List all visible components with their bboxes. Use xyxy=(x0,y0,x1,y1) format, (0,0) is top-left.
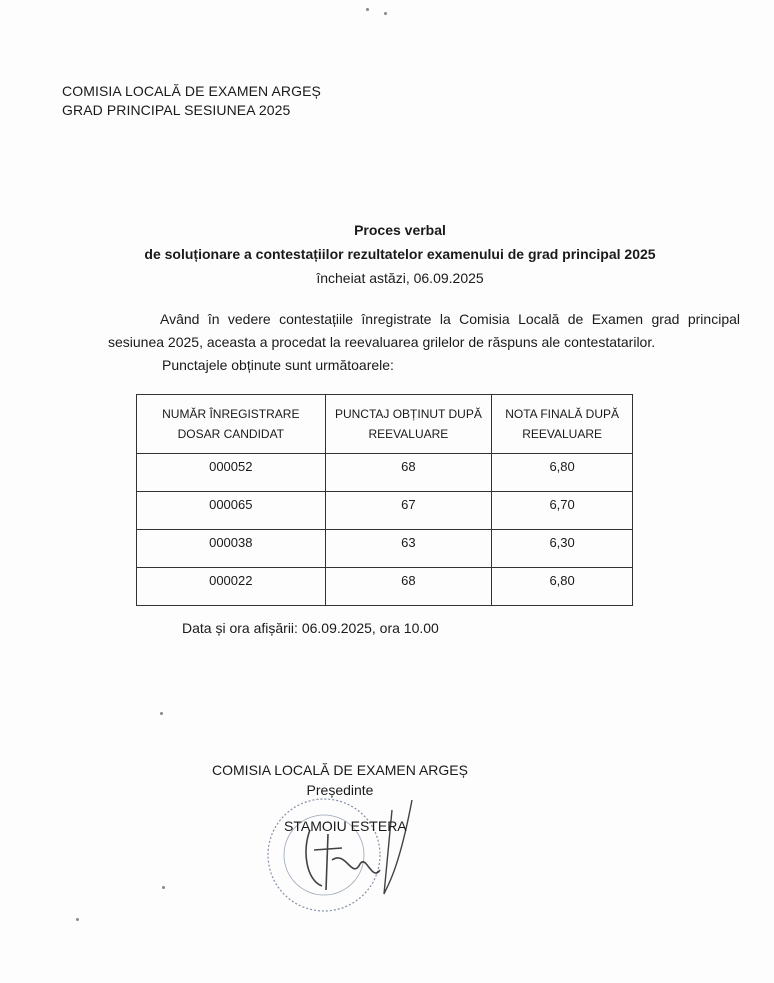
body-paragraph xyxy=(108,308,740,354)
title-line-3: încheiat astăzi, 06.09.2025 xyxy=(316,270,484,286)
cell-registration-number: 000065 xyxy=(137,492,326,530)
header-session: GRAD PRINCIPAL SESIUNEA 2025 xyxy=(62,102,291,118)
cell-score: 68 xyxy=(325,454,492,492)
table-header-row xyxy=(137,395,633,454)
scan-speck xyxy=(366,8,369,11)
signature-role: Președinte xyxy=(306,782,374,798)
signature-name: STAMOIU ESTERA xyxy=(284,818,407,834)
body-paragraph-text: Având în vedere contestațiile înregistrate la Comisia Locală de Examen grad principal sesiunea 2025, aceasta a procedat la reevaluarea grilelor de răspuns ale contestatarilor. xyxy=(108,311,740,350)
title-line-2: de soluționare a contestațiilor rezultatelor examenului de grad principal 2025 xyxy=(144,246,656,262)
cell-final-grade: 6,70 xyxy=(492,492,633,530)
posting-date: Data și ora afișării: 06.09.2025, ora 10.00 xyxy=(182,620,439,636)
title-line-1: Proces verbal xyxy=(354,222,446,238)
header-institution: COMISIA LOCALĂ DE EXAMEN ARGEȘ xyxy=(62,83,321,99)
scan-speck xyxy=(384,12,387,15)
cell-registration-number: 000038 xyxy=(137,530,326,568)
header-registration-number: NUMĂR ÎNREGISTRARE DOSAR CANDIDAT xyxy=(137,395,326,454)
document-header xyxy=(62,82,321,120)
scan-speck xyxy=(76,918,79,921)
stamp-icon xyxy=(262,790,422,920)
cell-score: 63 xyxy=(325,530,492,568)
cell-final-grade: 6,30 xyxy=(492,530,633,568)
scan-speck xyxy=(160,712,163,715)
table-row xyxy=(137,530,633,568)
table-row xyxy=(137,454,633,492)
table-row xyxy=(137,492,633,530)
cell-score: 68 xyxy=(325,568,492,606)
results-table xyxy=(136,394,633,606)
cell-score: 67 xyxy=(325,492,492,530)
signature-institution: COMISIA LOCALĂ DE EXAMEN ARGEȘ xyxy=(212,762,468,778)
header-score: PUNCTAJ OBȚINUT DUPĂ REEVALUARE xyxy=(325,395,492,454)
cell-final-grade: 6,80 xyxy=(492,454,633,492)
header-final-grade: NOTA FINALĂ DUPĂ REEVALUARE xyxy=(492,395,633,454)
cell-registration-number: 000052 xyxy=(137,454,326,492)
results-intro: Punctajele obținute sunt următoarele: xyxy=(162,357,394,373)
cell-registration-number: 000022 xyxy=(137,568,326,606)
cell-final-grade: 6,80 xyxy=(492,568,633,606)
document-title xyxy=(100,218,700,290)
table-row xyxy=(137,568,633,606)
scan-speck xyxy=(162,886,165,889)
